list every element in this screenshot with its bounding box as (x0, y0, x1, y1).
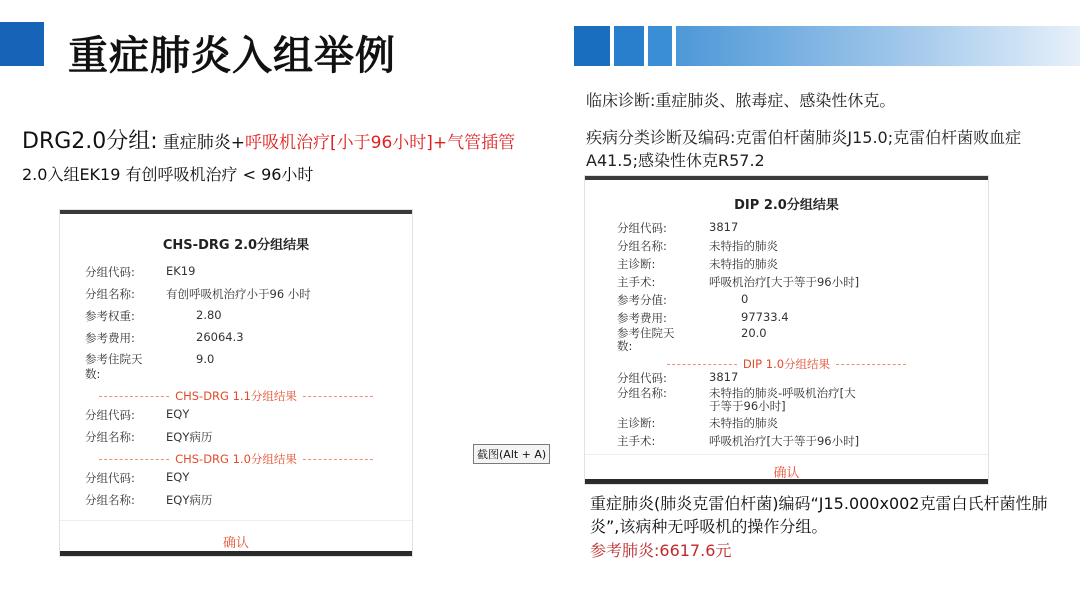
drg-grouping-line (22, 124, 515, 155)
coding-note: 重症肺炎(肺炎克雷伯杆菌)编码“J15.000x002克雷白氏杆菌性肺炎”,该病种无呼吸机的操作分组。 (590, 494, 1048, 536)
row-10-group-name: 分组名称: EQY病历 (85, 493, 213, 507)
drg-subtitle: 2.0入组EK19 有创呼吸机治疗 < 96小时 (22, 165, 314, 184)
row-group-name: 分组名称: 有创呼吸机治疗小于96 小时 (85, 287, 311, 301)
dialog-divider (585, 454, 988, 455)
row-10-main-diagnosis: 主诊断: 未特指的肺炎 (617, 416, 778, 430)
confirm-button[interactable]: 确认 (773, 466, 800, 481)
row-main-diagnosis: 主诊断: 未特指的肺炎 (617, 257, 778, 271)
title-accent-block (0, 22, 44, 66)
section-dip-1-0: DIP 1.0分组结果 (585, 356, 988, 372)
disease-coding: 疾病分类诊断及编码:克雷伯杆菌肺炎J15.0;克雷伯杆菌败血症A41.5;感染性休克R57.2 (586, 128, 1022, 170)
screenshot-tooltip-button[interactable]: 截图(Alt + A) (473, 444, 550, 464)
dialog-title: DIP 2.0分组结果 (734, 198, 839, 213)
row-ref-score: 参考分值: 0 (617, 292, 749, 307)
drg-procedure-highlight: 呼吸机治疗[小于96小时]+气管插管 (245, 133, 516, 153)
row-group-code: 分组代码: EK19 (85, 264, 196, 279)
header-decoration-3 (648, 26, 672, 66)
section-drg-1-0: CHS-DRG 1.0分组结果 (60, 451, 412, 467)
drg-diagnosis: 重症肺炎+ (162, 133, 246, 153)
row-ref-cost: 参考费用: 26064.3 (85, 330, 244, 345)
row-10-group-code: 分组代码: 3817 (617, 370, 739, 385)
row-ref-days: 参考住院天 数: 9.0 (85, 352, 215, 381)
row-10-group-code: 分组代码: EQY (85, 470, 190, 485)
row-group-code: 分组代码: 3817 (617, 220, 739, 235)
row-10-group-name: 分组名称: 未特指的肺炎-呼吸机治疗[大 于等于96小时] (617, 386, 856, 413)
reference-cost-note: 参考肺炎:6617.6元 (590, 541, 732, 560)
clinical-diagnosis: 临床诊断:重症肺炎、脓毒症、感染性休克。 (586, 91, 896, 110)
row-main-procedure: 主手术: 呼吸机治疗[大于等于96小时] (617, 275, 860, 289)
header-decoration-2 (614, 26, 644, 66)
row-11-group-name: 分组名称: EQY病历 (85, 430, 213, 444)
drg-label: DRG2.0分组: (22, 129, 158, 154)
row-10-main-procedure: 主手术: 呼吸机治疗[大于等于96小时] (617, 434, 860, 448)
row-ref-weight: 参考权重: 2.80 (85, 308, 222, 323)
dialog-divider (60, 520, 412, 521)
header-decoration-gradient (676, 26, 1080, 66)
row-ref-cost: 参考费用: 97733.4 (617, 310, 789, 325)
dip-result-dialog (585, 176, 988, 484)
row-ref-days: 参考住院天 数: 20.0 (617, 326, 767, 353)
page-title: 重症肺炎入组举例 (68, 33, 396, 79)
chs-drg-result-dialog (60, 210, 412, 556)
confirm-button[interactable]: 确认 (222, 536, 249, 551)
header-decoration-1 (574, 26, 610, 66)
dialog-title: CHS-DRG 2.0分组结果 (162, 238, 310, 253)
row-group-name: 分组名称: 未特指的肺炎 (617, 239, 778, 253)
row-11-group-code: 分组代码: EQY (85, 407, 190, 422)
section-drg-1-1: CHS-DRG 1.1分组结果 (60, 388, 412, 404)
